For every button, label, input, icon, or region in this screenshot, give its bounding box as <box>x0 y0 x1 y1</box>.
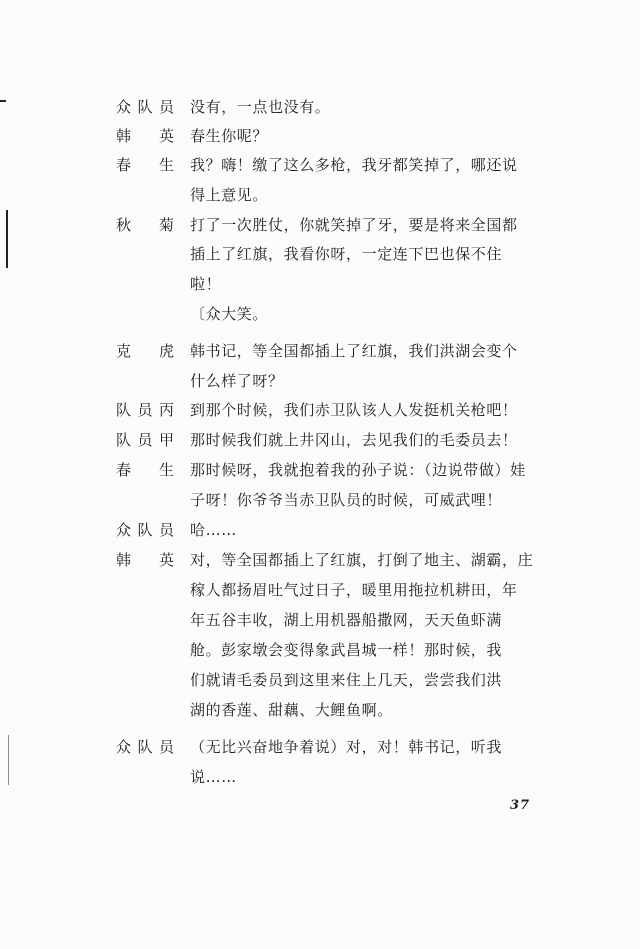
speech-continuation: 舱。彭家墩会变得象武昌城一样！那时候，我 <box>190 641 503 659</box>
scan-mark <box>8 735 9 785</box>
speech-continuation: 啦！ <box>190 275 222 293</box>
speaker-name: 众队员 <box>116 521 174 539</box>
speech-continuation: 年五谷丰收，湖上用机器船撒网，天天鱼虾满 <box>190 611 503 629</box>
speech-continuation: 们就请毛委员到这里来住上几天，尝尝我们洪 <box>190 671 503 689</box>
speech-text: 没有，一点也没有。 <box>190 98 331 116</box>
speech-continuation: 插上了红旗，我看你呀，一定连下巴也保不住 <box>190 245 503 263</box>
scan-mark <box>6 210 8 268</box>
speaker-name: 克 虎 <box>116 342 174 360</box>
speaker-name: 韩 英 <box>116 127 174 145</box>
speech-continuation: 什么样了呀？ <box>190 372 284 390</box>
speech-text: 那时候呀，我就抱着我的孙子说：（边说带做）娃 <box>190 461 526 479</box>
speech-continuation: 稼人都扬眉吐气过日子，暖里用拖拉机耕田，年 <box>190 581 518 599</box>
speaker-name: 秋 菊 <box>116 216 174 234</box>
page-number: 37 <box>510 798 531 813</box>
speech-text: 到那个时候，我们赤卫队该人人发挺机关枪吧！ <box>190 401 518 419</box>
speech-continuation: 子呀！你爷爷当赤卫队员的时候，可威武哩！ <box>190 491 503 509</box>
speaker-name: 韩 英 <box>116 551 174 569</box>
speech-text: 韩书记，等全国都插上了红旗，我们洪湖会变个 <box>190 342 518 360</box>
scan-mark <box>0 100 6 102</box>
speech-continuation: 说…… <box>190 768 237 786</box>
speech-text: 哈…… <box>190 521 237 539</box>
speaker-name: 队员甲 <box>116 431 174 449</box>
speaker-name: 春 生 <box>116 461 174 479</box>
speaker-name: 春 生 <box>116 156 174 174</box>
speech-continuation: 湖的香莲、甜藕、大鲤鱼啊。 <box>190 701 393 719</box>
stage-direction: 〔众大笑。 <box>190 305 269 323</box>
speech-text: 打了一次胜仗，你就笑掉了牙，要是将来全国都 <box>190 216 518 234</box>
speech-text: 对，等全国都插上了红旗，打倒了地主、湖霸，庄 <box>190 551 534 569</box>
speech-text: （无比兴奋地争着说）对，对！韩书记，听我 <box>190 738 503 756</box>
speaker-name: 众队员 <box>116 98 174 116</box>
speaker-name: 众队员 <box>116 738 174 756</box>
speech-continuation: 得上意见。 <box>190 186 269 204</box>
speech-text: 春生你呢？ <box>190 127 269 145</box>
speech-text: 那时候我们就上井冈山，去见我们的毛委员去！ <box>190 431 518 449</box>
speech-text: 我？嗨！缴了这么多枪，我牙都笑掉了，哪还说 <box>190 156 518 174</box>
speaker-name: 队员丙 <box>116 401 174 419</box>
